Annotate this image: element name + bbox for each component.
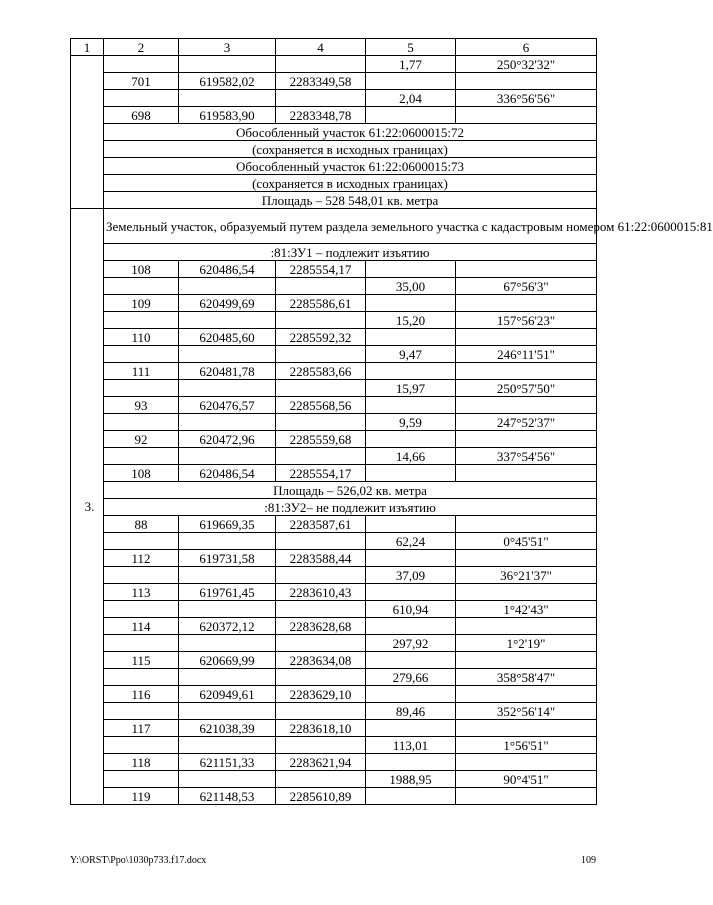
segment-row — [71, 56, 597, 73]
point-row — [71, 788, 597, 805]
angle-empty — [456, 73, 597, 90]
direction-angle: 1°2'19" — [456, 635, 597, 652]
coord-y: 2283634,08 — [276, 652, 366, 669]
coord-x: 620949,61 — [179, 686, 276, 703]
distance: 9,59 — [366, 414, 456, 431]
coord-x-empty — [179, 56, 276, 73]
point-number: 118 — [104, 754, 179, 771]
subplot-zu2-title: :81:ЗУ2– не подлежит изъятию — [104, 499, 597, 516]
coord-x: 621038,39 — [179, 720, 276, 737]
header-row — [71, 39, 597, 56]
segment-row — [71, 737, 597, 754]
segment-row — [71, 601, 597, 618]
coord-y-empty — [276, 90, 366, 107]
header-cell: 6 — [456, 39, 597, 56]
segment-row — [71, 380, 597, 397]
distance-empty — [366, 431, 456, 448]
coord-x-empty — [179, 601, 276, 618]
point-empty — [104, 278, 179, 295]
direction-angle: 336°56'56" — [456, 90, 597, 107]
coord-y: 2285559,68 — [276, 431, 366, 448]
point-number: 110 — [104, 329, 179, 346]
coord-x: 620476,57 — [179, 397, 276, 414]
coord-y-empty — [276, 448, 366, 465]
segment-row — [71, 312, 597, 329]
point-number: 108 — [104, 465, 179, 482]
direction-angle: 157°56'23" — [456, 312, 597, 329]
point-number: 109 — [104, 295, 179, 312]
distance-empty — [366, 516, 456, 533]
point-row — [71, 107, 597, 124]
coord-y: 2283629,10 — [276, 686, 366, 703]
coord-y: 2285568,56 — [276, 397, 366, 414]
coord-x: 619583,90 — [179, 107, 276, 124]
section-title-row — [71, 209, 597, 244]
coord-y-empty — [276, 380, 366, 397]
section-index-empty — [71, 56, 104, 209]
coord-x-empty — [179, 278, 276, 295]
coord-y-empty — [276, 346, 366, 363]
coord-x: 619761,45 — [179, 584, 276, 601]
direction-angle: 1°56'51" — [456, 737, 597, 754]
distance: 279,66 — [366, 669, 456, 686]
angle-empty — [456, 618, 597, 635]
coord-x-empty — [179, 90, 276, 107]
point-row — [71, 397, 597, 414]
distance: 2,04 — [366, 90, 456, 107]
distance: 610,94 — [366, 601, 456, 618]
segment-row — [71, 567, 597, 584]
distance-empty — [366, 363, 456, 380]
angle-empty — [456, 720, 597, 737]
coord-x: 620485,60 — [179, 329, 276, 346]
direction-angle: 0°45'51" — [456, 533, 597, 550]
coord-y: 2283587,61 — [276, 516, 366, 533]
point-empty — [104, 346, 179, 363]
point-empty — [104, 448, 179, 465]
coord-x: 620486,54 — [179, 261, 276, 278]
point-empty — [104, 601, 179, 618]
angle-empty — [456, 261, 597, 278]
distance: 89,46 — [366, 703, 456, 720]
point-row — [71, 584, 597, 601]
coord-x-empty — [179, 380, 276, 397]
angle-empty — [456, 686, 597, 703]
point-number: 115 — [104, 652, 179, 669]
segment-row — [71, 448, 597, 465]
area-zu1: Площадь – 526,02 кв. метра — [104, 482, 597, 499]
point-number: 112 — [104, 550, 179, 567]
header-cell: 3 — [179, 39, 276, 56]
distance: 37,09 — [366, 567, 456, 584]
point-empty — [104, 737, 179, 754]
point-empty — [104, 567, 179, 584]
distance-empty — [366, 550, 456, 567]
note-text: Обособленный участок 61:22:0600015:72 — [104, 124, 597, 141]
segment-row — [71, 635, 597, 652]
point-number: 108 — [104, 261, 179, 278]
coord-y-empty — [276, 771, 366, 788]
coord-y-empty — [276, 601, 366, 618]
segment-row — [71, 771, 597, 788]
point-empty — [104, 703, 179, 720]
direction-angle: 358°58'47" — [456, 669, 597, 686]
header-cell: 1 — [71, 39, 104, 56]
segment-row — [71, 346, 597, 363]
section-title: Земельный участок, образуемый путем раздела земельного участка с кадастровым номером 61:22:0600015:81 — [104, 209, 597, 244]
subplot-title-row — [71, 499, 597, 516]
distance-empty — [366, 686, 456, 703]
coord-x: 620481,78 — [179, 363, 276, 380]
angle-empty — [456, 652, 597, 669]
distance-empty — [366, 720, 456, 737]
direction-angle: 90°4'51" — [456, 771, 597, 788]
area-row — [71, 482, 597, 499]
point-number: 117 — [104, 720, 179, 737]
header-cell: 4 — [276, 39, 366, 56]
segment-row — [71, 278, 597, 295]
note-text: Площадь – 528 548,01 кв. метра — [104, 192, 597, 209]
coord-y-empty — [276, 533, 366, 550]
subplot-zu1-title: :81:ЗУ1 – подлежит изъятию — [104, 244, 597, 261]
point-row — [71, 295, 597, 312]
distance-empty — [366, 73, 456, 90]
distance-empty — [366, 107, 456, 124]
angle-empty — [456, 397, 597, 414]
coord-y-empty — [276, 56, 366, 73]
point-number: 116 — [104, 686, 179, 703]
direction-angle: 250°32'32" — [456, 56, 597, 73]
distance: 15,97 — [366, 380, 456, 397]
coord-y-empty — [276, 567, 366, 584]
coord-y-empty — [276, 278, 366, 295]
segment-row — [71, 414, 597, 431]
segment-row — [71, 90, 597, 107]
point-number: 701 — [104, 73, 179, 90]
distance: 1,77 — [366, 56, 456, 73]
subplot-title-row — [71, 244, 597, 261]
distance-empty — [366, 618, 456, 635]
coord-x-empty — [179, 346, 276, 363]
distance: 14,66 — [366, 448, 456, 465]
point-empty — [104, 669, 179, 686]
distance-empty — [366, 261, 456, 278]
coord-x: 620372,12 — [179, 618, 276, 635]
coord-y: 2285583,66 — [276, 363, 366, 380]
coord-y: 2285554,17 — [276, 261, 366, 278]
distance-empty — [366, 465, 456, 482]
coord-y: 2283349,58 — [276, 73, 366, 90]
footer-file-path: Y:\ORST\Ppo\1030p733.f17.docx — [70, 855, 207, 866]
coord-x-empty — [179, 635, 276, 652]
distance: 62,24 — [366, 533, 456, 550]
angle-empty — [456, 329, 597, 346]
point-empty — [104, 414, 179, 431]
point-row — [71, 686, 597, 703]
angle-empty — [456, 107, 597, 124]
coord-x-empty — [179, 414, 276, 431]
header-cell: 2 — [104, 39, 179, 56]
distance-empty — [366, 584, 456, 601]
coord-x: 619669,35 — [179, 516, 276, 533]
distance: 1988,95 — [366, 771, 456, 788]
point-empty — [104, 635, 179, 652]
section-index: 3. — [71, 209, 104, 805]
point-number: 88 — [104, 516, 179, 533]
point-row — [71, 261, 597, 278]
direction-angle: 1°42'43" — [456, 601, 597, 618]
note-row — [71, 175, 597, 192]
point-row — [71, 516, 597, 533]
coord-y: 2283618,10 — [276, 720, 366, 737]
direction-angle: 247°52'37" — [456, 414, 597, 431]
direction-angle: 246°11'51" — [456, 346, 597, 363]
coord-x-empty — [179, 771, 276, 788]
note-row — [71, 158, 597, 175]
coord-x: 620472,96 — [179, 431, 276, 448]
coord-x: 619582,02 — [179, 73, 276, 90]
angle-empty — [456, 431, 597, 448]
point-number: 92 — [104, 431, 179, 448]
point-row — [71, 720, 597, 737]
direction-angle: 36°21'37" — [456, 567, 597, 584]
coord-y: 2285586,61 — [276, 295, 366, 312]
point-empty — [104, 533, 179, 550]
header-cell: 5 — [366, 39, 456, 56]
point-number: 698 — [104, 107, 179, 124]
point-empty — [104, 56, 179, 73]
point-empty — [104, 771, 179, 788]
coord-x: 620486,54 — [179, 465, 276, 482]
coord-y: 2283348,78 — [276, 107, 366, 124]
segment-row — [71, 669, 597, 686]
point-row — [71, 465, 597, 482]
angle-empty — [456, 516, 597, 533]
direction-angle: 250°57'50" — [456, 380, 597, 397]
angle-empty — [456, 788, 597, 805]
note-row — [71, 124, 597, 141]
coord-y-empty — [276, 703, 366, 720]
distance-empty — [366, 652, 456, 669]
note-row — [71, 192, 597, 209]
angle-empty — [456, 363, 597, 380]
footer-page-number: 109 — [581, 855, 596, 866]
coord-y-empty — [276, 669, 366, 686]
coord-y: 2283628,68 — [276, 618, 366, 635]
distance-empty — [366, 329, 456, 346]
coord-x-empty — [179, 312, 276, 329]
coord-x: 620499,69 — [179, 295, 276, 312]
angle-empty — [456, 550, 597, 567]
note-text: (сохраняется в исходных границах) — [104, 175, 597, 192]
distance-empty — [366, 397, 456, 414]
coord-x: 621151,33 — [179, 754, 276, 771]
point-empty — [104, 90, 179, 107]
note-text: (сохраняется в исходных границах) — [104, 141, 597, 158]
coord-x-empty — [179, 669, 276, 686]
distance-empty — [366, 295, 456, 312]
coord-y-empty — [276, 737, 366, 754]
point-number: 113 — [104, 584, 179, 601]
point-row — [71, 73, 597, 90]
distance: 9,47 — [366, 346, 456, 363]
coord-y: 2283621,94 — [276, 754, 366, 771]
coord-x-empty — [179, 567, 276, 584]
point-empty — [104, 312, 179, 329]
point-number: 114 — [104, 618, 179, 635]
point-row — [71, 329, 597, 346]
point-row — [71, 550, 597, 567]
point-row — [71, 363, 597, 380]
distance-empty — [366, 788, 456, 805]
direction-angle: 352°56'14" — [456, 703, 597, 720]
point-number: 93 — [104, 397, 179, 414]
coordinates-table — [70, 38, 713, 805]
distance-empty — [366, 754, 456, 771]
distance: 15,20 — [366, 312, 456, 329]
coord-x: 621148,53 — [179, 788, 276, 805]
angle-empty — [456, 295, 597, 312]
coord-y: 2285554,17 — [276, 465, 366, 482]
note-row — [71, 141, 597, 158]
coord-x: 620669,99 — [179, 652, 276, 669]
point-row — [71, 652, 597, 669]
point-empty — [104, 380, 179, 397]
direction-angle: 67°56'3" — [456, 278, 597, 295]
point-row — [71, 431, 597, 448]
coord-x-empty — [179, 703, 276, 720]
point-number: 111 — [104, 363, 179, 380]
angle-empty — [456, 584, 597, 601]
distance: 113,01 — [366, 737, 456, 754]
point-row — [71, 754, 597, 771]
segment-row — [71, 533, 597, 550]
segment-row — [71, 703, 597, 720]
coord-x-empty — [179, 737, 276, 754]
coord-y: 2283610,43 — [276, 584, 366, 601]
note-text: Обособленный участок 61:22:0600015:73 — [104, 158, 597, 175]
direction-angle: 337°54'56" — [456, 448, 597, 465]
coord-y: 2285592,32 — [276, 329, 366, 346]
coord-x: 619731,58 — [179, 550, 276, 567]
point-row — [71, 618, 597, 635]
angle-empty — [456, 465, 597, 482]
distance: 297,92 — [366, 635, 456, 652]
coord-y: 2285610,89 — [276, 788, 366, 805]
coord-y-empty — [276, 312, 366, 329]
coord-x-empty — [179, 448, 276, 465]
angle-empty — [456, 754, 597, 771]
distance: 35,00 — [366, 278, 456, 295]
coord-y-empty — [276, 635, 366, 652]
coord-y-empty — [276, 414, 366, 431]
coord-x-empty — [179, 533, 276, 550]
point-number: 119 — [104, 788, 179, 805]
coord-y: 2283588,44 — [276, 550, 366, 567]
